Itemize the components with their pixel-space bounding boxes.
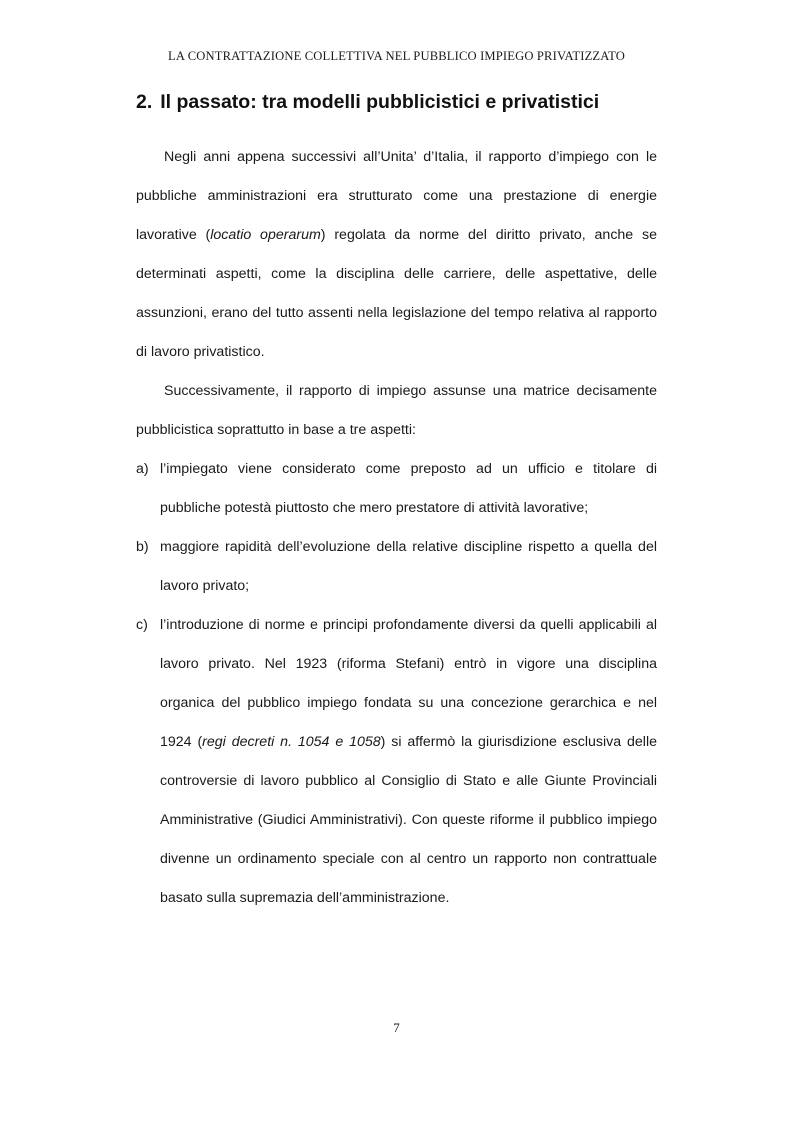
running-header: LA CONTRATTAZIONE COLLETTIVA NEL PUBBLICO IMPIEGO PRIVATIZZATO: [168, 49, 625, 63]
aspects-list: [136, 450, 657, 918]
list-item-a-text: l’impiegato viene considerato come preposto ad un ufficio e titolare di pubbliche potestà piuttosto che mero prestatore di attività lavorative;: [160, 461, 657, 516]
paragraph-1-italic-term: locatio operarum: [210, 227, 321, 243]
list-item-b-text: maggiore rapidità dell’evoluzione della relative discipline rispetto a quella del lavoro privato;: [160, 539, 657, 594]
list-item-c-text-after: ) si affermò la giurisdizione esclusiva delle controversie di lavoro pubblico al Consiglio di Stato e alle Giunte Provinciali Amministrative (Giudici Amministrativi). Con queste riforme il pubblico impiego divenne un ordinamento speciale con al centro un rapporto non contrattuale basato sulla supremazia dell’amministrazione.: [160, 734, 657, 906]
list-item-b: [136, 528, 657, 606]
list-item-c: [136, 606, 657, 918]
paragraph-2: Successivamente, il rapporto di impiego assunse una matrice decisamente pubblicistica soprattutto in base a tre aspetti:: [136, 383, 657, 438]
paragraph-1: [136, 138, 657, 372]
list-marker-c: c): [136, 617, 148, 633]
body-text: [136, 138, 657, 918]
section-heading: [136, 91, 676, 114]
page-number: 7: [393, 1020, 400, 1035]
paragraph-1-text-before: Negli anni appena successivi all’Unita’ d’Italia, il rapporto d’impiego con le pubbliche amministrazioni era strutturato come una prestazione di energie lavorative (: [136, 149, 657, 243]
list-marker-a: a): [136, 461, 149, 477]
section-title: Il passato: tra modelli pubblicistici e privatistici: [160, 91, 600, 113]
section-number: 2.: [136, 91, 153, 113]
list-item-c-text-before: l’introduzione di norme e principi profondamente diversi da quelli applicabili al lavoro privato. Nel 1923 (riforma Stefani) entrò in vigore una disciplina organica del pubblico impiego fondata su una concezione gerarchica e nel 1924 (: [160, 617, 657, 750]
list-item-a: [136, 450, 657, 528]
paragraph-1-text-after: ) regolata da norme del diritto privato, anche se determinati aspetti, come la disciplina delle carriere, delle aspettative, delle assunzioni, erano del tutto assenti nella legislazione del tempo relativa al rapporto di lavoro privatistico.: [136, 227, 657, 360]
list-item-c-italic-term: regi decreti n. 1054 e 1058: [202, 734, 381, 750]
list-marker-b: b): [136, 539, 149, 555]
